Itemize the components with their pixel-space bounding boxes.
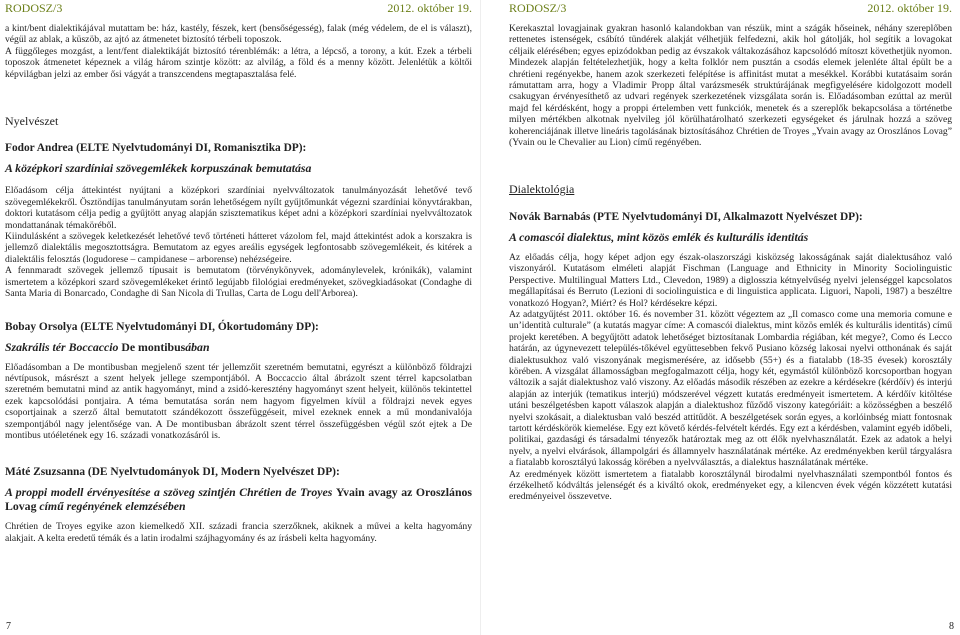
fodor-paragraph-1: Előadásom célja áttekintést nyújtani a középkori szardíniai nyelvváltozatok tanulmányozását lehetővé tevő szövegemlékekről. Ösztöndíjas tanulmányutam során lehetőségem nyílt gyűjtőmunkát végezni szardíniai könyvtárakban, doktori kutatásom célja pedig a gyűjtött anyag alapján szisztematikus képet adni a középkori szardíniai nyelvváltozatok mondattanának témaköréből. — [5, 185, 472, 231]
title-mate — [5, 485, 472, 513]
mate-paragraph-2: Kerekasztal lovagjainak gyakran hasonló kalandokban van részük, mint a szágák hőseinek, néhány szereplőben rettenetes istenségek, csábító tündérek alakját vélhetjük felfedezni, akik hol gátolják, hol segítik a lovagokat céljaik elérésében; egyes epizódokban pedig az évszakok váltakozásához kapcsolódó mítoszt követhetjük nyomon. Mindezek alapján feltételezhetjük, hogy a kelta folklór nem pusztán a csodás elemek jelenléte által épült be a chrétieni regényekbe, hanem azok szerkezeti felépítése is affinitást mutat a mesékkel. Korábbi kutatásaim során rámutattam arra, hogy a Vladimir Propp által varázsmesék struktúrájának megfigyelésére kidolgozott modell csakugyan érvényesíthető az udvari regények szerkezetének vizsgálata során is. Előadásomban ezúttal az merül majd fel kérdésként, hogy a proppi értelemben vett funkciók, menetek és a szereplők bekapcsolása a történetbe milyen mértékben alkotnak nyelvileg jól körülhatárolható szerkezeti egységeket és járulnak hozzá a szöveg koherenciájának illetve lineáris tagolásának biztosításához Chrétien de Troyes „Yvain avagy az Oroszlános Lovag” (Yvain ou le Chevalier au Lion) című regényében. — [509, 23, 952, 149]
author-mate: Máté Zsuzsanna (DE Nyelvtudományok DI, Modern Nyelvészet DP): — [5, 466, 340, 479]
page-number-right: 8 — [949, 621, 954, 632]
title-bobay-suffix: ában — [185, 339, 210, 354]
mate-paragraph-1: Chrétien de Troyes egyike azon kiemelkedő XII. századi francia szerzőknek, akiknek a művei a kelta hagyomány alakjait. A kelta eredetű témák és a latin irodalmi szájhagyomány és az írásbeli kelta hagyomány. — [5, 521, 472, 544]
novak-paragraph-3: Az eredmények között ismertetem a fiatalabb korosztálynál birodalmi nyelvhasználati szempontból fontos és érzékelhető kódváltás jelenségét és a kiváltó okok, eredményeket egy, a kilencven évek végén közzétett kutatási eredményeivel összevetve. — [509, 468, 952, 503]
intro-paragraph-2: A függőleges mozgást, a lent/fent dialektikáját biztosító térenblémák: a létra, a lépcső, a torony, a kút. Ezek a térbeli toposzok átmenetet képeznek a világ három szintje között: az alvilág, a föld és a menny között. Jelenlétük a költői képvilágban jelzi az ember ősi vágyát a transzcendens megtapasztalása felé. — [5, 45, 472, 80]
section-heading-dialectology: Dialektológia — [509, 182, 575, 197]
title-novak: A comascói dialektus, mint közös emlék és kulturális identitás — [509, 229, 809, 244]
author-bobay: Bobay Orsolya (ELTE Nyelvtudományi DI, Ókortudomány DP): — [5, 320, 319, 333]
header-date: 2012. október 19. — [867, 1, 952, 15]
section-heading-linguistics: Nyelvészet — [5, 114, 59, 129]
header-date: 2012. október 19. — [387, 1, 472, 15]
title-mate-part-3: című regényének elemzésében — [39, 499, 186, 514]
right-page — [480, 0, 960, 635]
title-fodor: A középkori szardíniai szövegemlékek korpuszának bemutatása — [5, 161, 312, 176]
intro-paragraph-1: a kint/bent dialektikájával mutattam be: ház, kastély, fészek, kert (bensőségesség), falak (még védelem, de el is választ), végül az ablak, a küszöb, az ajtó az átmenetet biztosító térbeli toposzok. — [5, 23, 472, 46]
novak-paragraph-2: Az adatgyűjtést 2011. október 16. és november 31. között végeztem az „Il comasco come una memoria comune e un’identità culturale” (a kutatás magyar címe: A comascói dialektus, mint közös emlék és kulturális identitás) című projekt keretében. A begyűjtött adatok lehetőséget biztosítanak Lombardia régiában, két megye?, Como és Lecco határán, az úgynevezett település-tőkével együttesebben fekvő Pusiano község lakosai nyelvi otthonának és saját dialektusukhoz való viszonyának megismerésére, az idősebb (55+) és a fiatalabb (18-35 évesek) korosztály körében. A vizsgálat államosságban megfogalmazott célja, hogy két, egymástól különböző korcsoportban hogyan változik a saját dialektushoz való viszony. Az előadás második részében az ezekre a kérdésekre (kérdőív) és interjú alapján az interjúk (tematikus interjú) módszerével végzett kutatás eredményeit ismertetem. A kérdőív kitöltése utáni beszélgetésben kapott válaszok alapján a dialektushoz fűződő viszony kategóriáit: a közösségben a beszélő nyelvi szokásait, a dialektusban való beszéd attitűdöt. A beszélgetések során egyes, a korlóinbség miatt fontosnak tartott kérdéskörök kiemelése. Egy ezt követő kérdés-felvételt kérdés. Egy ezt a kérdésben, valamint egyéb időbeli, politikai, gazdasági és társadalmi tényezők határoztak meg az ott élők nyelvhasználatát. Ezek az adatok a helyi nyelv, a nyelvi elvárások, állampolgári és államnyelv használatának mértéke. Az eredményekben kerül tárgyalásra a fiatalabb korosztályú lakosság körében a nyelvválasztás, a dialektus használatának mértéke. — [509, 308, 952, 469]
novak-paragraph-1: Az előadás célja, hogy képet adjon egy észak-olaszországi kisközség lakosságának saját dialektusához való viszonyáról. Kutatásom elméleti alapját Fischman (Language and Ethnicity in Minority Sociolinguistic Perspective. Multilingual Matters Ltd., Clevedon, 1989) a diglosszia kétnyelvűség nyelvi jelenséggel kapcsolatos megállapításai és Berruto (Lezioni di sociolinguistica e di linguistica applicata. Liguori, Napoli, 1987) a beszéltre vonatkozó Hogyan?, Miért? és Hol? kérdésekre képzi. — [509, 251, 952, 309]
title-bobay-work: De montibus — [121, 339, 186, 354]
left-body — [5, 23, 472, 544]
running-header-left — [5, 1, 472, 15]
fodor-paragraph-3: A fennmaradt szövegek jellemző típusait is bemutatom (törvénykönyvek, adománylevelek, krónikák), valamint ismertetem a középkori szard szövegemlékeket érintő legújabb filológiai eredményeket, szövegkiadásokat (Condaghe di Santa Maria di Bonarcado, Condaghe di San Nicola di Trullas, Carta de Logu dell'Arborea). — [5, 265, 472, 300]
fodor-paragraph-2: Kiindulásként a szövegek keletkezését lehetővé tevő történeti hátteret vázolom fel, majd áttekintést adok a korszakra is jellemző dialektális megosztottságra. Bemutatom az egyes areális egységek legfontosabb szövegemlékeit, és kitérek a dialektális felosztás (logudorese – campidanese – arborense) nehézségeire. — [5, 231, 472, 265]
bobay-paragraph-1: Előadásomban a De montibusban megjelenő szent tér jellemzőit szeretném bemutatni, egyrészt a különböző földrajzi névtípusok, másrészt a szent helyek jellege szempontjából. A Boccaccio által ábrázolt szent térrel kapcsolatban szeretném bemutatni mind az antik hagyományt, mind a zsidó-keresztény hagyományt szent helyeit, különös tekintettel ezek kapcsolódási pontjaira. A téma bemutatása során nem hagyom figyelmen kívül a földrajzi nevek egyes csoportjainak a szerző által bemutatott szándékozott összefüggéseit, mivel ezeknek ennek a mű mondanivalója szempontjából nagy jelentősége van. A De montibusban ábrázolt szent térrel összefüggésben végül szót ejtek a De montibus utóéletének egy 16. századi vonatkozásáról is. — [5, 361, 472, 441]
author-novak: Novák Barnabás (PTE Nyelvtudományi DI, Alkalmazott Nyelvészet DP): — [509, 210, 863, 223]
title-mate-part-1: A proppi modell érvényesítése a szöveg szintjén Chrétien de Troyes — [5, 485, 333, 500]
running-header-right — [509, 1, 952, 15]
journal-name: RODOSZ/3 — [5, 1, 63, 15]
page-number-left: 7 — [6, 621, 11, 632]
right-body — [509, 23, 952, 503]
title-bobay — [5, 340, 472, 354]
title-mate-work: Yvain avagy az Oroszlános Lovag — [5, 485, 473, 514]
title-bobay-part-1: Szakrális tér Boccaccio — [5, 339, 119, 354]
author-fodor: Fodor Andrea (ELTE Nyelvtudományi DI, Romanisztika DP): — [5, 142, 307, 155]
journal-name: RODOSZ/3 — [509, 1, 567, 15]
